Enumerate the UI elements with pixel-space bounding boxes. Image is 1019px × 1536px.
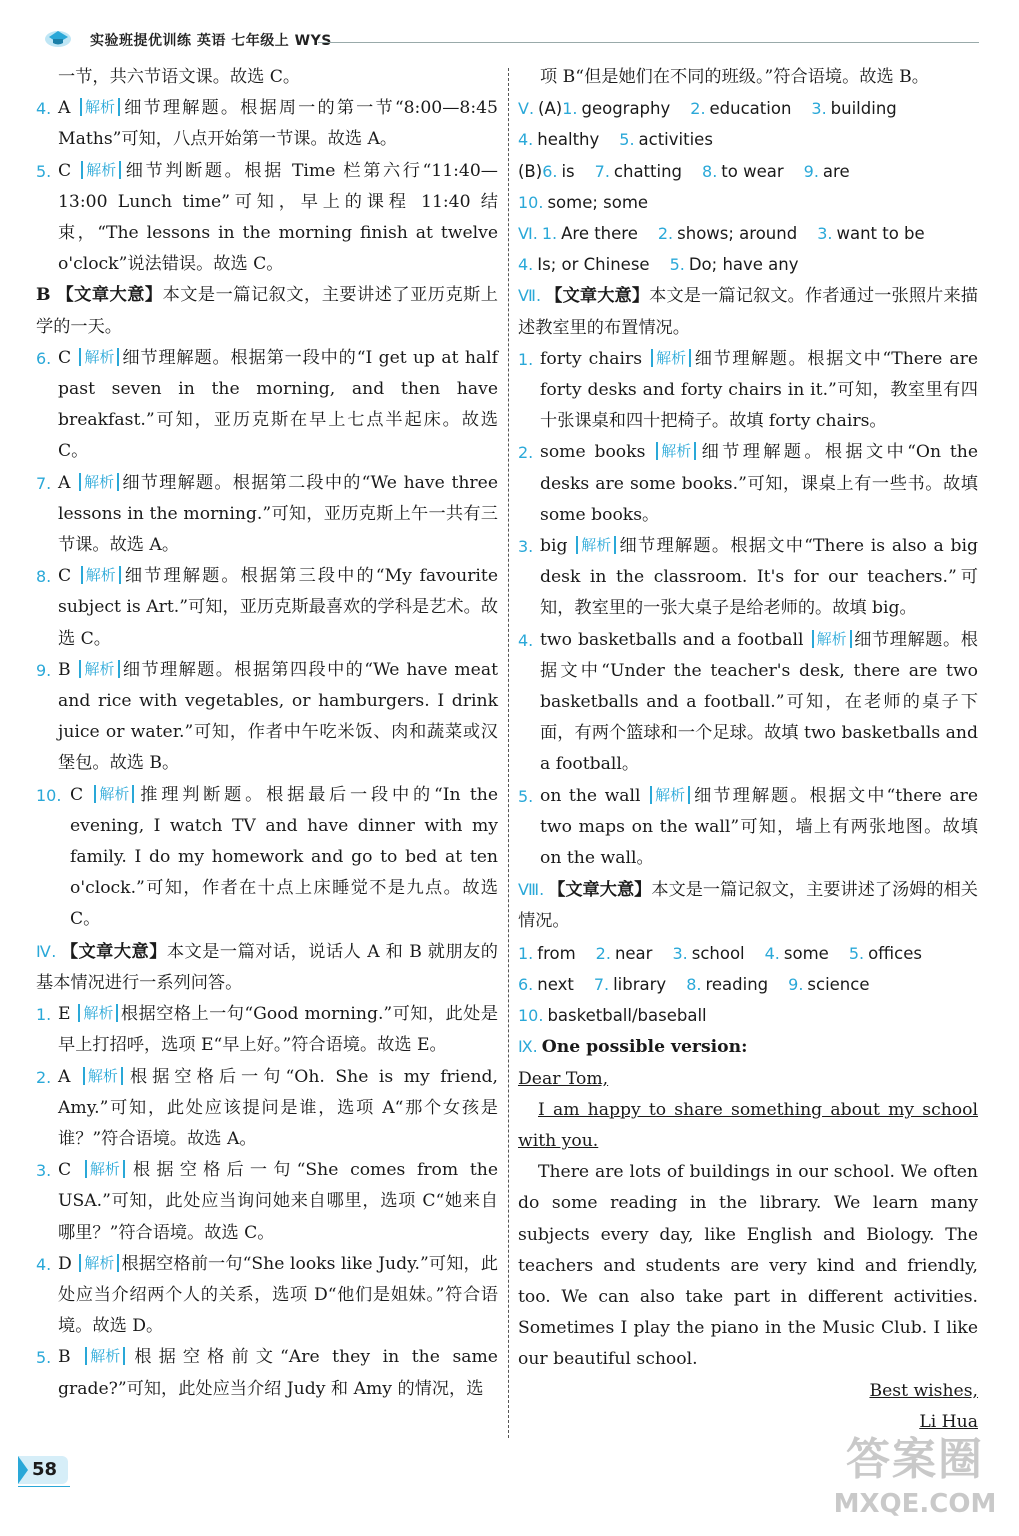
analysis-tag: 解析 xyxy=(83,1067,123,1085)
answer-number: 6. xyxy=(518,974,534,994)
answer-row xyxy=(518,1000,978,1031)
answer-number: 9. xyxy=(803,161,819,181)
answer-text: some books xyxy=(540,442,655,463)
answer-number: 9. xyxy=(788,974,804,994)
answer-item-7 xyxy=(36,468,498,562)
answer-text: forty chairs xyxy=(540,348,650,369)
section-vi-answers xyxy=(518,218,978,280)
analysis-tag: 解析 xyxy=(650,786,690,804)
section-b-summary xyxy=(36,280,498,342)
letter-heading: One possible version: xyxy=(541,1037,748,1058)
explanation: 细节理解题。根据第四段中的“We have meat and rice with vegetables, or hamburgers. I drink juice or water.”可知，作者中午吃米饭、肉和蔬菜或汉堡包。故选 B。 xyxy=(58,659,498,774)
section-label: Ⅶ. xyxy=(518,286,542,306)
item-number: 6. xyxy=(36,348,52,368)
explanation: 细节理解题。根据第三段中的“My favourite subject is Art.”可知，亚历克斯最喜欢的学科是艺术。故选 C。 xyxy=(58,566,498,649)
item-number: 4. xyxy=(36,1254,52,1274)
answer-number: 1. xyxy=(518,943,534,963)
answer-item-vii-5 xyxy=(518,781,978,875)
answer-item-10 xyxy=(36,780,498,936)
explanation: 细节理解题。根据文中“there are two maps on the wall”可知，墙上有两张地图。故填 on the wall。 xyxy=(540,785,978,869)
answer-text: want to be xyxy=(836,224,925,244)
answer-text: to wear xyxy=(721,161,784,181)
column-divider xyxy=(508,68,509,1438)
item-number: 2. xyxy=(36,1067,52,1087)
part-label: (B) xyxy=(518,161,543,181)
explanation: 细节理解题。根据文中“Under the teacher's desk, there are two basketballs and a football.”可知，在老师的桌子下面，有两个篮球和一个足球。故填 two basketballs and a football。 xyxy=(540,629,978,775)
item-number: 1. xyxy=(36,1005,52,1025)
answer-text: some xyxy=(783,943,829,963)
page-number: 58 xyxy=(32,1459,58,1480)
answer-item-vii-4 xyxy=(518,625,978,781)
analysis-tag: 解析 xyxy=(85,1347,125,1365)
analysis-tag: 解析 xyxy=(81,566,121,584)
answer-number: 7. xyxy=(593,974,610,994)
section-label: B xyxy=(36,285,51,306)
item-number: 3. xyxy=(36,1161,52,1181)
answer-row xyxy=(518,249,978,280)
answer-text: healthy xyxy=(537,130,600,150)
answer-text: Do; have any xyxy=(688,255,799,275)
answer-number: 8. xyxy=(686,974,702,994)
section-iv-summary xyxy=(36,936,498,999)
answer-text: big xyxy=(540,536,575,557)
answer-text: Are there xyxy=(561,224,638,244)
answer-letter: C xyxy=(58,160,80,181)
explanation: 细节判断题。根据 Time 栏第六行“11:40—13:00 Lunch time”可知，早上的课程 11:40 结束，“The lessons in the morning finish at twelve o'clock”说法错误。故选 C。 xyxy=(58,160,498,275)
section-label: Ⅵ. xyxy=(518,224,538,244)
analysis-tag: 解析 xyxy=(812,630,852,648)
answer-text: library xyxy=(613,974,667,994)
item-number: 5. xyxy=(36,161,52,181)
analysis-tag: 解析 xyxy=(80,98,120,116)
answer-number: 5. xyxy=(669,255,685,275)
explanation: 根据空格前一句“She looks like Judy.”可知，此处应当介绍两个人的关系，选项 D“他们是姐妹。”符合语境。故选 D。 xyxy=(58,1253,498,1337)
letter-paragraph-2: There are lots of buildings in our school. We often do some reading in the library. We learn many subjects every day, like English and Biology. The teachers and students are very kind and friendly, too. We can also take part in different activities. Sometimes I play the piano in the Music Club. I like our beautiful school. xyxy=(518,1162,978,1370)
section-label: Ⅳ. xyxy=(36,941,57,961)
answer-text: Is; or Chinese xyxy=(537,255,650,275)
section-vii-summary xyxy=(518,280,978,343)
analysis-tag: 解析 xyxy=(78,1004,118,1022)
answer-row xyxy=(518,969,978,1000)
answer-number: 7. xyxy=(594,161,610,181)
answer-item-8 xyxy=(36,561,498,655)
letter-paragraph-1: I am happy to share something about my school with you. xyxy=(518,1099,978,1151)
item-number: 9. xyxy=(36,660,52,680)
watermark xyxy=(830,1432,1000,1532)
answer-number: 2. xyxy=(657,224,674,244)
sample-letter xyxy=(518,1031,978,1438)
answer-text: building xyxy=(830,99,897,119)
analysis-tag: 解析 xyxy=(576,536,616,554)
answer-text: school xyxy=(691,943,745,963)
page-footer-rule xyxy=(18,1486,70,1487)
answer-text: two basketballs and a football xyxy=(540,629,810,650)
answer-item-iv-4 xyxy=(36,1249,498,1343)
section-label: Ⅸ. xyxy=(518,1037,538,1057)
summary-text: 本文是一篇对话，说话人 A 和 B 就朋友的基本情况进行一系列问答。 xyxy=(36,941,498,993)
answer-number: 6. xyxy=(542,161,558,181)
answer-item-iv-5 xyxy=(36,1342,498,1404)
answer-letter: B xyxy=(58,1347,84,1368)
answer-text: on the wall xyxy=(540,785,649,806)
answer-row xyxy=(518,218,978,249)
answer-letter: C xyxy=(58,1160,83,1181)
header-rule xyxy=(318,42,979,43)
answer-text: basketball/baseball xyxy=(547,1006,707,1026)
answer-item-5 xyxy=(36,156,498,281)
answer-item-iv-3 xyxy=(36,1155,498,1249)
summary-heading: 【文章大意】 xyxy=(548,880,652,901)
answer-number: 2. xyxy=(690,99,706,119)
item-number: 1. xyxy=(518,349,534,369)
analysis-tag: 解析 xyxy=(651,349,691,367)
analysis-tag: 解析 xyxy=(79,660,119,678)
right-column xyxy=(518,62,978,1438)
explanation: 细节理解题。根据第二段中的“We have three lessons in the morning.”可知，亚历克斯上午一共有三节课。故选 A。 xyxy=(58,472,498,556)
answer-letter: D xyxy=(58,1253,78,1274)
answer-number: 1. xyxy=(562,99,578,119)
left-column xyxy=(36,62,498,1405)
answer-letter: A xyxy=(58,1066,81,1087)
answer-number: 5. xyxy=(619,130,635,150)
item-number: 5. xyxy=(518,786,534,806)
continued-text: 一节，共六节语文课。故选 C。 xyxy=(58,67,301,87)
analysis-tag: 解析 xyxy=(79,348,119,366)
item-number: 7. xyxy=(36,473,52,493)
answer-text: next xyxy=(537,974,574,994)
answer-text: chatting xyxy=(613,161,683,181)
watermark-logo: 答案圈 xyxy=(846,1434,984,1485)
analysis-tag: 解析 xyxy=(81,161,121,179)
answer-text: activities xyxy=(638,130,713,150)
answer-text: are xyxy=(822,161,850,181)
answer-text: shows; around xyxy=(677,224,798,244)
answer-row xyxy=(518,124,978,155)
answer-number: 10. xyxy=(518,192,544,212)
answer-letter: E xyxy=(58,1004,77,1025)
answer-letter: B xyxy=(58,659,78,680)
item-number: 4. xyxy=(36,99,52,119)
page-header xyxy=(0,0,1019,60)
book-logo-icon xyxy=(44,26,74,48)
summary-text: 本文是一篇记叙文，主要讲述了亚历克斯上学的一天。 xyxy=(36,285,498,337)
answer-text: reading xyxy=(705,974,769,994)
summary-text: 本文是一篇记叙文，主要讲述了汤姆的相关情况。 xyxy=(518,880,978,932)
answer-item-iv-1 xyxy=(36,999,498,1061)
answer-row xyxy=(518,938,978,969)
analysis-tag: 解析 xyxy=(656,442,696,460)
explanation: 细节理解题。根据文中“There are forty desks and forty chairs in it.”可知，教室里有四十张课桌和四十把椅子。故填 forty chairs。 xyxy=(540,348,978,432)
answer-number: 2. xyxy=(595,943,611,963)
answer-text: geography xyxy=(581,99,671,119)
answer-item-iv-2 xyxy=(36,1062,498,1156)
explanation: 推理判断题。根据最后一段中的“In the evening, I watch TV and have dinner with my family. I do my homework and go to bed at ten o'clock.”可知，作者在十点上床睡觉不是九点。故选 C。 xyxy=(70,784,498,930)
explanation: 根据空格前文“Are they in the same grade?”可知，此处应当介绍 Judy 和 Amy 的情况，选 xyxy=(58,1347,498,1399)
answer-item-vii-3 xyxy=(518,531,978,625)
answer-item-4 xyxy=(36,93,498,155)
explanation: 根据空格后一句“She comes from the USA.”可知，此处应当询问她来自哪里，选项 C“她来自哪里？”符合语境。故选 C。 xyxy=(58,1160,499,1243)
summary-text: 本文是一篇记叙文。作者通过一张照片来描述教室里的布置情况。 xyxy=(518,286,978,338)
analysis-tag: 解析 xyxy=(79,473,119,491)
answer-row xyxy=(518,187,978,218)
letter-closing: Best wishes, xyxy=(869,1380,978,1401)
explanation: 细节理解题。根据文中“There is also a big desk in the classroom. It's for our teachers.”可知，教室里的一张大桌子是给老师的。故填 big。 xyxy=(540,536,978,619)
answer-letter: C xyxy=(58,566,79,587)
analysis-tag: 解析 xyxy=(79,1254,119,1272)
item-number: 5. xyxy=(36,1348,52,1368)
part-label: (A) xyxy=(538,99,563,119)
explanation: 细节理解题。根据周一的第一节“8:00—8:45 Maths”可知，八点开始第一节课。故选 A。 xyxy=(58,98,498,150)
item-number: 4. xyxy=(518,630,534,650)
section-v-answers xyxy=(518,93,978,218)
answer-item-vii-1 xyxy=(518,344,978,438)
section-label: Ⅴ. xyxy=(518,99,535,119)
answer-text: from xyxy=(537,943,576,963)
answer-row xyxy=(518,156,978,187)
answer-row xyxy=(518,93,978,124)
answer-letter: A xyxy=(58,472,78,493)
letter-signature: Li Hua xyxy=(919,1411,978,1432)
answer-number: 3. xyxy=(817,224,833,244)
section-viii-summary xyxy=(518,874,978,937)
answer-text: is xyxy=(561,161,575,181)
book-title: 实验班提优训练 英语 七年级上 WYS xyxy=(90,33,332,49)
item-number: 3. xyxy=(518,537,534,557)
page-badge-arrow-icon xyxy=(18,1456,28,1484)
answer-number: 4. xyxy=(518,130,534,150)
summary-heading: 【文章大意】 xyxy=(60,941,167,962)
answer-text: education xyxy=(709,99,792,119)
answer-text: science xyxy=(807,974,870,994)
answer-text: offices xyxy=(868,943,922,963)
answer-letter: A xyxy=(58,98,79,119)
analysis-tag: 解析 xyxy=(94,785,134,803)
answer-letter: C xyxy=(58,347,78,368)
answer-text: near xyxy=(614,943,653,963)
answer-number: 8. xyxy=(702,161,718,181)
answer-item-9 xyxy=(36,655,498,780)
answer-number: 4. xyxy=(518,255,534,275)
item-number: 10. xyxy=(36,785,62,805)
item-number: 8. xyxy=(36,567,52,587)
answer-item-6 xyxy=(36,343,498,468)
section-label: Ⅷ. xyxy=(518,880,545,900)
answer-text: some; some xyxy=(547,192,649,212)
explanation: 根据空格上一句“Good morning.”可知，此处是早上打招呼，选项 E“早上好。”符合语境。故选 E。 xyxy=(58,1004,499,1056)
explanation: 细节理解题。根据第一段中的“I get up at half past seven in the morning, and then have breakfast.”可知，亚历克斯在早上七点半起床。故选 C。 xyxy=(58,347,498,462)
summary-heading: 【文章大意】 xyxy=(545,286,650,307)
analysis-tag: 解析 xyxy=(85,1160,125,1178)
answer-number: 4. xyxy=(764,943,780,963)
answer-number: 5. xyxy=(848,943,865,963)
answer-number: 10. xyxy=(518,1006,544,1026)
answer-number: 1. xyxy=(541,224,558,244)
explanation: 根据空格后一句“Oh. She is my friend, Amy.”可知，此处应该提问是谁，选项 A“那个女孩是谁？”符合语境。故选 A。 xyxy=(58,1066,498,1149)
answer-number: 3. xyxy=(672,943,688,963)
summary-heading: 【文章大意】 xyxy=(56,285,163,306)
item-number: 2. xyxy=(518,443,534,463)
letter-greeting: Dear Tom, xyxy=(518,1068,609,1089)
answer-letter: C xyxy=(70,784,93,805)
answer-item-vii-2 xyxy=(518,437,978,531)
explanation: 细节理解题。根据文中“On the desks are some books.”可知，课桌上有一些书。故填 some books。 xyxy=(540,442,978,525)
continued-text: 项 B“但是她们在不同的班级。”符合语境。故选 B。 xyxy=(540,67,929,87)
watermark-url: MXQE.COM xyxy=(833,1489,997,1519)
answer-number: 3. xyxy=(811,99,827,119)
